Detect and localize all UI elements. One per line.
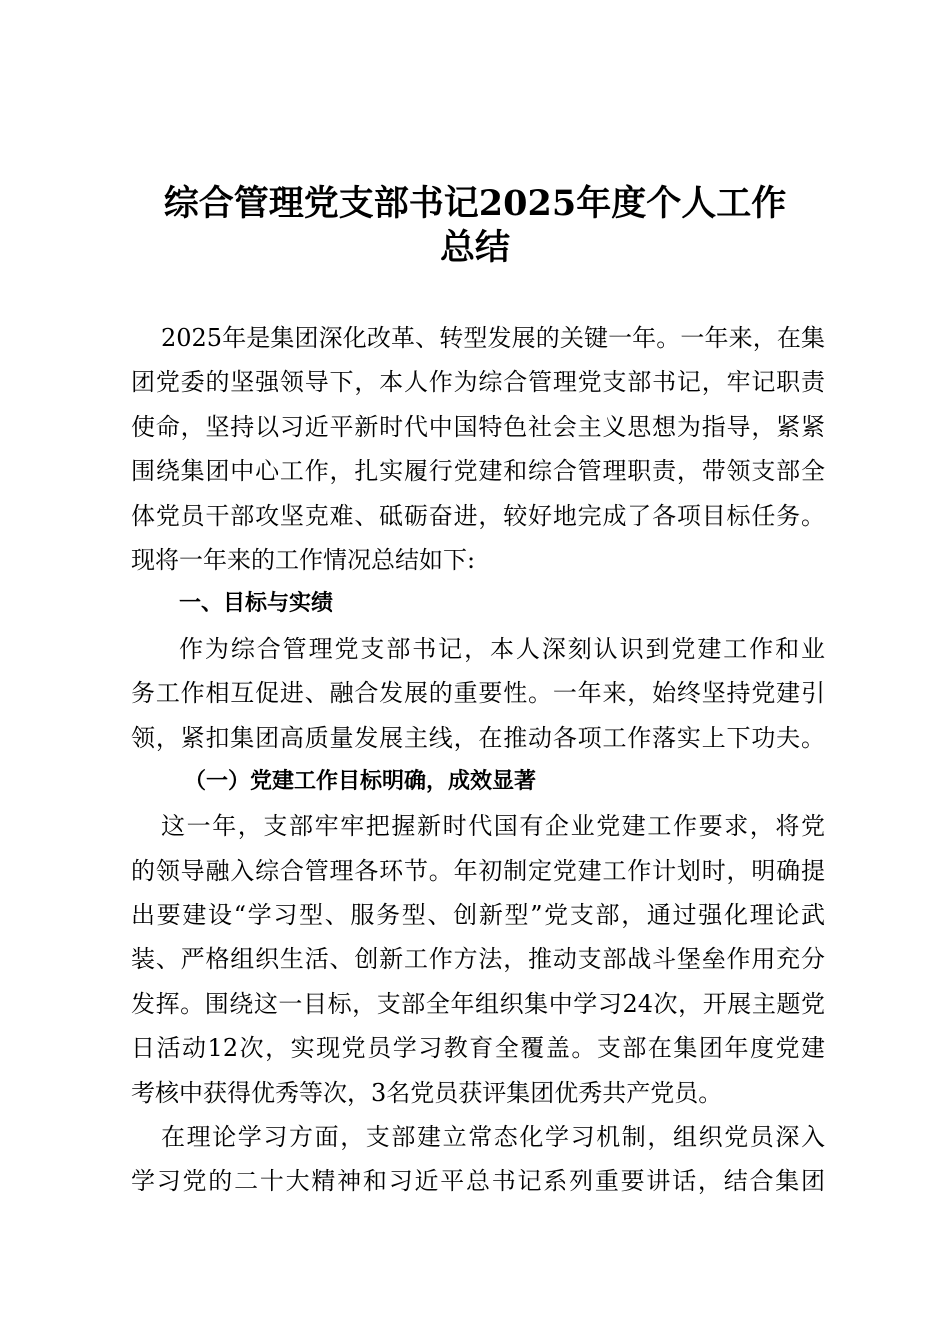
document-body (131, 316, 825, 1204)
paragraph-line: 日活动12次，实现党员学习教育全覆盖。支部在集团年度党建 (131, 1034, 825, 1063)
section-heading-1: 一、目标与实绩 (179, 591, 334, 617)
paragraph-line: 在理论学习方面，支部建立常态化学习机制，组织党员深入 (161, 1123, 825, 1152)
paragraph-line: 的领导融入综合管理各环节。年初制定党建工作计划时，明确提 (131, 856, 825, 885)
paragraph-line: 学习党的二十大精神和习近平总书记系列重要讲话，结合集团 (131, 1167, 825, 1196)
intro-line: 团党委的坚强领导下，本人作为综合管理党支部书记，牢记职责 (131, 368, 825, 397)
paragraph-line: 装、严格组织生活、创新工作方法，推动支部战斗堡垒作用充分 (131, 945, 825, 974)
intro-line: 2025年是集团深化改革、转型发展的关键一年。一年来，在集 (161, 324, 825, 352)
paragraph-line: 作为综合管理党支部书记，本人深刻认识到党建工作和业 (179, 634, 825, 663)
paragraph-line: 务工作相互促进、融合发展的重要性。一年来，始终坚持党建引 (131, 679, 825, 708)
paragraph-line: 领，紧扣集团高质量发展主线，在推动各项工作落实上下功夫。 (131, 723, 825, 752)
intro-line: 使命，坚持以习近平新时代中国特色社会主义思想为指导，紧紧 (131, 412, 825, 441)
paragraph-line: 这一年，支部牢牢把握新时代国有企业党建工作要求，将党 (161, 812, 825, 841)
paragraph-line: 出要建设“学习型、服务型、创新型”党支部，通过强化理论武 (131, 901, 825, 930)
paragraph-line: 考核中获得优秀等次，3名党员获评集团优秀共产党员。 (131, 1078, 723, 1107)
document-title-line-1: 综合管理党支部书记2025年度个人工作 (163, 183, 787, 224)
intro-line: 体党员干部攻坚克难、砥砺奋进，较好地完成了各项目标任务。 (131, 501, 825, 530)
intro-line: 围绕集团中心工作，扎实履行党建和综合管理职责，带领支部全 (131, 457, 825, 486)
document-title-line-2: 总结 (439, 227, 510, 268)
intro-line: 现将一年来的工作情况总结如下: (131, 545, 476, 574)
subsection-heading-1: （一）党建工作目标明确，成效显著 (184, 768, 537, 794)
paragraph-line: 发挥。围绕这一目标，支部全年组织集中学习24次，开展主题党 (131, 989, 825, 1018)
